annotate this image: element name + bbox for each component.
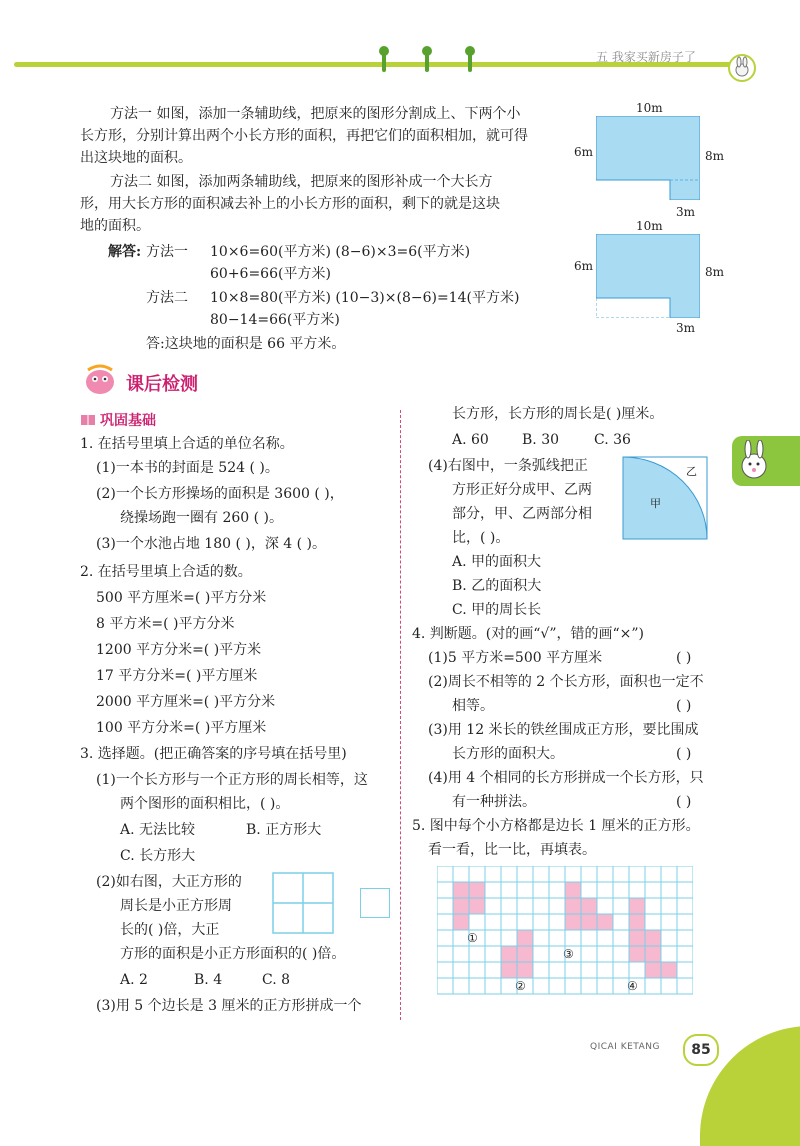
section-title: 课后检测: [126, 374, 198, 395]
q3-p4-line3: 部分，甲、乙两部分相: [452, 506, 592, 522]
binder-pin-head: [422, 46, 432, 56]
footer-brand: QICAI KETANG: [590, 1042, 660, 1052]
solution-m2-line1: 10×8=80(平方米) (10−3)×(8−6)=14(平方米): [210, 290, 520, 306]
grid-filled-cell: [581, 914, 597, 930]
q3-p4-option-a: A. 甲的面积大: [452, 554, 542, 570]
grid-filled-cell: [581, 898, 597, 914]
q1-stem: 1. 在括号里填上合适的单位名称。: [80, 436, 294, 452]
q1-item-3: (3)一个水池占地 180 ( )，深 4 ( )。: [96, 536, 327, 552]
grid-filled-cell: [645, 962, 661, 978]
q4-item-2-line2: 相等。: [452, 698, 494, 714]
grid-filled-cell: [629, 914, 645, 930]
arc-label-yi: 乙: [686, 465, 697, 478]
q2-item: 2000 平方厘米=( )平方分米: [96, 694, 276, 710]
grid-filled-cell: [597, 914, 613, 930]
q1-item-2-line2: 绕操场跑一圈有 260 ( )。: [120, 510, 283, 526]
q2-item: 8 平方米=( )平方分米: [96, 616, 235, 632]
q2-item: 1200 平方分米=( )平方米: [96, 642, 262, 658]
book-icon: [80, 412, 96, 426]
grid-filled-cell: [645, 930, 661, 946]
q3-p1-line2: 两个图形的面积相比，( )。: [120, 796, 290, 812]
grid-filled-cell: [469, 898, 485, 914]
solution-m2-name: 方法二: [146, 290, 188, 306]
method2-line3: 地的面积。: [80, 218, 150, 234]
q5-stem-line2: 看一看，比一比，再填表。: [428, 842, 596, 858]
q3-stem: 3. 选择题。(把正确答案的序号填在括号里): [80, 746, 347, 762]
figure2-left-label: 6m: [574, 259, 594, 273]
q4-item-2-line1: (2)周长不相等的 2 个长方形，面积也一定不: [428, 674, 704, 690]
rabbit-icon: [728, 54, 756, 82]
solution-m1-line1: 10×6=60(平方米) (8−6)×3=6(平方米): [210, 244, 471, 260]
q4-item-1-paren: ( ): [676, 650, 692, 666]
q3-p1-line1: (1)一个长方形与一个正方形的周长相等，这: [96, 772, 368, 788]
grid-filled-cell: [629, 946, 645, 962]
grid-label-4: ④: [627, 979, 638, 993]
q4-stem: 4. 判断题。(对的画“√”，错的画“×”): [412, 626, 645, 642]
q4-item-4-paren: ( ): [676, 794, 692, 810]
q4-item-1: (1)5 平方米=500 平方厘米: [428, 650, 603, 666]
small-square-figure: [360, 888, 390, 918]
q3-p3-option-c: C. 36: [594, 432, 631, 448]
q3-p2-option-c: C. 8: [262, 972, 291, 988]
chapter-title: 五 我家买新房子了: [596, 50, 696, 64]
q1-item-2-line1: (2)一个长方形操场的面积是 3600 ( )，: [96, 486, 344, 502]
figure1-top-label: 10m: [636, 101, 663, 115]
grid-filled-cell: [469, 882, 485, 898]
page-number: 85: [683, 1034, 719, 1066]
q3-p3-line2: 长方形，长方形的周长是( )厘米。: [452, 406, 664, 422]
figure2-right-label: 8m: [705, 265, 725, 279]
solution-label: 解答:: [108, 244, 142, 260]
q2-item: 100 平方分米=( )平方厘米: [96, 720, 267, 736]
q3-p1-option-a: A. 无法比较: [120, 822, 196, 838]
solution-answer: 答:这块地的面积是 66 平方米。: [146, 336, 346, 352]
figure2-bottom-label: 3m: [676, 321, 696, 335]
grid-filled-cell: [629, 898, 645, 914]
q3-p4-option-c: C. 甲的周长长: [452, 602, 542, 618]
grid-label-1: ①: [467, 931, 478, 945]
figure1-shape: [596, 116, 700, 200]
grid-filled-cell: [629, 930, 645, 946]
grid-filled-cell: [661, 962, 677, 978]
method1-line1: 方法一 如图，添加一条辅助线，把原来的图形分割成上、下两个小: [110, 106, 521, 122]
method2-line1: 方法二 如图，添加两条辅助线，把原来的图形补成一个大长方: [110, 174, 493, 190]
grid-filled-cell: [517, 946, 533, 962]
solution-m1-line2: 60+6=66(平方米): [210, 266, 331, 282]
q3-p1-option-c: C. 长方形大: [120, 848, 196, 864]
grid-filled-cell: [453, 898, 469, 914]
method2-line2: 形，用大长方形的面积减去补上的小长方形的面积，剩下的就是这块: [80, 196, 500, 212]
grid-filled-cell: [565, 882, 581, 898]
q3-p2-line1: (2)如右图，大正方形的: [96, 874, 242, 890]
grid-filled-cell: [645, 946, 661, 962]
q3-p2-line2: 周长是小正方形周: [120, 898, 232, 914]
solution-m2-line2: 80−14=66(平方米): [210, 312, 340, 328]
q2-item: 17 平方分米=( )平方厘米: [96, 668, 258, 684]
figure1-right-label: 8m: [705, 149, 725, 163]
method1-line3: 出这块地的面积。: [80, 150, 192, 166]
grid-filled-cell: [565, 914, 581, 930]
q3-p3-option-a: A. 60: [452, 432, 489, 448]
q3-p4-line4: 比，( )。: [452, 530, 510, 546]
q2-stem: 2. 在括号里填上合适的数。: [80, 564, 252, 580]
arc-label-jia: 甲: [650, 497, 661, 510]
q4-item-3-paren: ( ): [676, 746, 692, 762]
q4-item-4-line1: (4)用 4 个相同的长方形拼成一个长方形，只: [428, 770, 704, 786]
q2-item: 500 平方厘米=( )平方分米: [96, 590, 267, 606]
solution-m1-name: 方法一: [146, 244, 188, 260]
q3-p4-line2: 方形正好分成甲、乙两: [452, 482, 592, 498]
rabbit-icon: [736, 440, 772, 480]
q3-p3-option-b: B. 30: [522, 432, 560, 448]
q3-p2-option-a: A. 2: [120, 972, 148, 988]
q4-item-3-line1: (3)用 12 米长的铁丝围成正方形，要比围成: [428, 722, 699, 738]
grid-label-2: ②: [515, 979, 526, 993]
grid-filled-cell: [565, 898, 581, 914]
q3-p2-line4: 方形的面积是小正方形面积的( )倍。: [120, 946, 346, 962]
q4-item-3-line2: 长方形的面积大。: [452, 746, 564, 762]
q3-p4-option-b: B. 乙的面积大: [452, 578, 542, 594]
q5-stem-line1: 5. 图中每个小方格都是边长 1 厘米的正方形。: [412, 818, 700, 834]
figure1-left-label: 6m: [574, 145, 594, 159]
binder-pin-head: [379, 46, 389, 56]
q3-p2-line3: 长的( )倍，大正: [120, 922, 220, 938]
mascot-icon: [80, 362, 120, 396]
column-divider: [400, 410, 401, 1020]
grid-filled-cell: [517, 930, 533, 946]
grid-filled-cell: [453, 882, 469, 898]
subsection-title: 巩固基础: [100, 413, 156, 429]
q4-item-4-line2: 有一种拼法。: [452, 794, 536, 810]
figure1-bottom-label: 3m: [676, 205, 696, 219]
q1-item-1: (1)一本书的封面是 524 ( )。: [96, 460, 279, 476]
q3-p1-option-b: B. 正方形大: [246, 822, 322, 838]
grid-filled-cell: [501, 946, 517, 962]
q3-p2-option-b: B. 4: [194, 972, 223, 988]
grid-label-3: ③: [563, 947, 574, 961]
figure2-shape: [596, 234, 700, 318]
q3-p4-line1: (4)右图中，一条弧线把正: [428, 458, 588, 474]
method1-line2: 长方形，分别计算出两个小长方形的面积，再把它们的面积相加，就可得: [80, 128, 528, 144]
q4-item-2-paren: ( ): [676, 698, 692, 714]
q3-p3-line1: (3)用 5 个边长是 3 厘米的正方形拼成一个: [96, 998, 362, 1014]
binder-pin-head: [465, 46, 475, 56]
figure2-top-label: 10m: [636, 219, 663, 233]
big-square-figure: [272, 872, 334, 934]
